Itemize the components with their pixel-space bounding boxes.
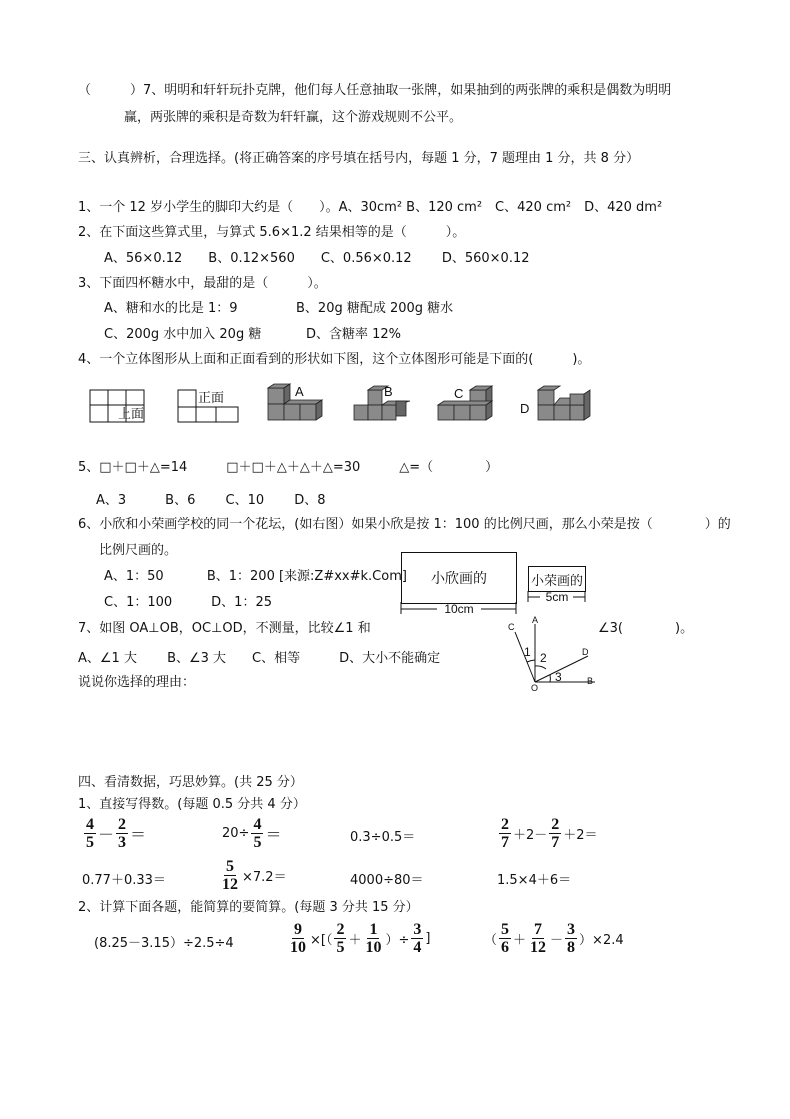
q6-xin-rectangle: [401, 552, 517, 604]
q7-angle-3: 3: [555, 670, 562, 684]
s3-q7-options: A、∠1 大 B、∠3 大 C、相等 D、大小不能确定: [78, 651, 441, 666]
q7-label-o: O: [531, 683, 539, 693]
s3-q6-line2: 比例尺画的。: [99, 543, 178, 558]
s3-q3-option-a: A、糖和水的比是 1：9: [104, 301, 238, 316]
s3-q6-line1: 6、小欣和小荣画学校的同一个花坛，(如右图）如果小欣是按 1：100 的比例尺画，那么小荣是按（ ）的: [78, 517, 731, 532]
s3-q6-options-row1: A、1：50 B、1：200 [来源:Z#xx#k.Com]: [104, 569, 407, 584]
q6-rong-label: 小荣画的: [530, 573, 583, 589]
calc-r2-d: 1.5×4＋6＝: [497, 873, 572, 888]
s3-q5: 5、□＋□＋△=14 □＋□＋△＋△＋△=30 △=（ ）: [78, 460, 499, 475]
q4-choice-a-label: A: [295, 384, 304, 399]
calc-r1-c: 0.3÷0.5＝: [350, 830, 416, 845]
s3-q3: 3、下面四杯糖水中，最甜的是（ ）。: [78, 276, 327, 291]
calc-r2-b: $\frac{5}{12}$ ×7.2＝: [222, 858, 287, 893]
calc-r2-c: 4000÷80＝: [350, 873, 424, 888]
s3-q3-option-b: B、20g 糖配成 200g 糖水: [296, 301, 454, 316]
s4-sub1: 1、直接写得数。(每题 0.5 分共 4 分）: [78, 797, 306, 812]
calc-r2-a: 0.77＋0.33＝: [82, 873, 166, 888]
q4-choice-c-label: C: [454, 386, 464, 401]
q4-top-label: 上面: [118, 406, 145, 421]
q4-solid-d: [538, 386, 590, 420]
tf-q7-line1: （ ）7、明明和轩轩玩扑克牌，他们每人任意抽取一张牌，如果抽到的两张牌的乘积是偶数为明明: [78, 83, 672, 98]
calc-c2: $\frac{9}{10}$ ×[（ $\frac{2}{5}$ ＋ $\frac{1}{10}$ ）÷ $\frac{3}{4}$ ]: [290, 921, 431, 956]
s3-q7-reason: 说说你选择的理由：: [78, 675, 196, 690]
calc-c1: (8.25－3.15）÷2.5÷4: [94, 936, 234, 951]
s3-q4: 4、一个立体图形从上面和正面看到的形状如下图，这个立体图形可能是下面的( )。: [78, 352, 591, 367]
q7-angle-figure: [500, 614, 610, 694]
tf-q7-line2: 赢，两张牌的乘积是奇数为轩轩赢，这个游戏规则不公平。: [124, 110, 463, 125]
s4-sub2: 2、计算下面各题，能简算的要简算。(每题 3 分共 15 分）: [78, 900, 419, 915]
s3-q7-left: 7、如图 OA⊥OB，OC⊥OD，不测量，比较∠1 和: [78, 621, 371, 636]
q7-label-d: D: [582, 647, 589, 657]
calc-c3: （ $\frac{5}{6}$ ＋ $\frac{7}{12}$ － $\frac{3}{8}$ ）×2.4: [484, 921, 624, 956]
s3-q7-right: ∠3( )。: [598, 621, 694, 636]
q7-angle-1: 1: [524, 645, 531, 659]
q7-label-a: A: [532, 615, 539, 625]
q4-solid-b: [354, 386, 410, 420]
s3-q3-option-d: D、含糖率 12%: [306, 327, 402, 342]
q4-views-figure: [80, 380, 600, 430]
q4-solid-c: [438, 386, 492, 420]
q7-angle-2: 2: [540, 651, 547, 665]
calc-r1-a: $\frac{4}{5}$ － $\frac{2}{3}$ ＝: [86, 816, 147, 851]
q4-choice-b-label: B: [384, 384, 393, 399]
calc-r1-b: 20÷ $\frac{4}{5}$ ＝: [222, 816, 282, 851]
s3-q1: 1、一个 12 岁小学生的脚印大约是（ ）。A、30cm² B、120 cm² C、420 cm² D、420 dm²: [78, 200, 663, 215]
calc-r1-d: $\frac{2}{7}$ ＋2－ $\frac{2}{7}$ ＋2＝: [501, 816, 598, 851]
s3-q2: 2、在下面这些算式里，与算式 5.6×1.2 结果相等的是（ ）。: [78, 225, 466, 240]
s3-q2-options: A、56×0.12 B、0.12×560 C、0.56×0.12 D、560×0.12: [104, 251, 530, 266]
q4-front-label: 正面: [198, 390, 225, 405]
q6-xin-dim-label: 10cm: [444, 602, 474, 616]
section4-title: 四、看清数据，巧思妙算。(共 25 分）: [78, 775, 303, 790]
q7-label-b: B: [587, 676, 594, 686]
q4-choice-d-label: D: [520, 401, 530, 416]
s3-q3-option-c: C、200g 水中加入 20g 糖: [104, 327, 262, 342]
s3-q6-options-row2: C、1：100 D、1：25: [104, 595, 272, 610]
q6-xin-label: 小欣画的: [431, 571, 487, 587]
s3-q5-options: A、3 B、6 C、10 D、8: [96, 493, 326, 508]
section3-title: 三、认真辨析，合理选择。(将正确答案的序号填在括号内，每题 1 分，7 题理由 1 分，共 8 分）: [78, 151, 640, 166]
q6-rong-dimension: [526, 589, 588, 605]
q7-label-c: C: [508, 622, 515, 632]
q6-rong-dim-label: 5cm: [545, 590, 569, 604]
